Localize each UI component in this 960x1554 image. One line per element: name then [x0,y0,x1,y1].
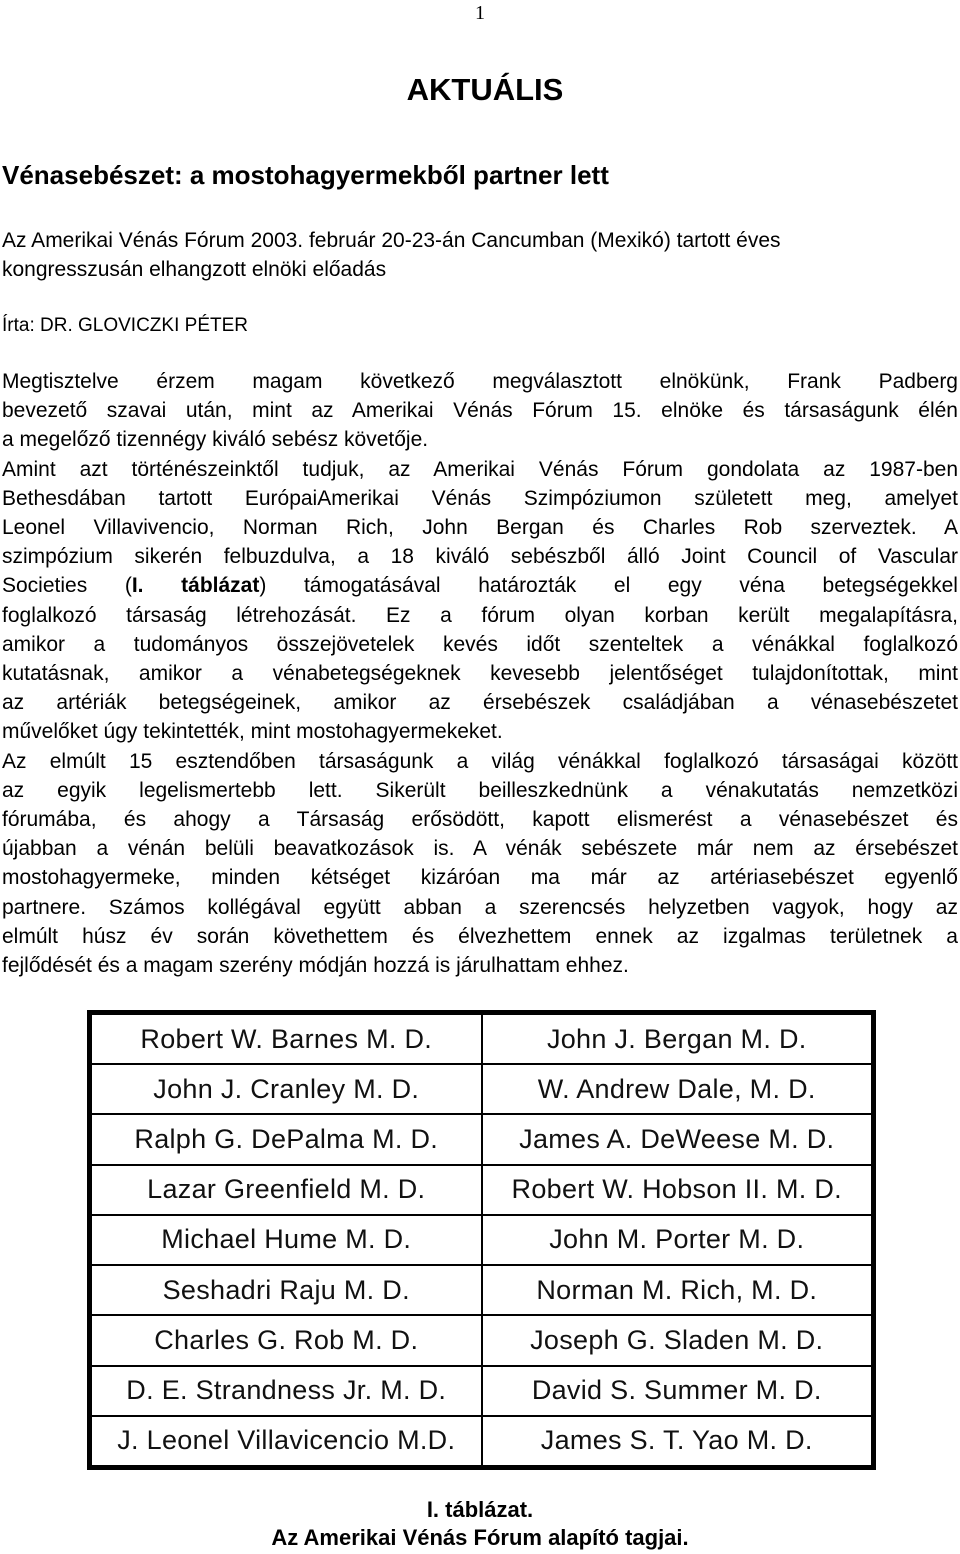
table-cell: John J. Bergan M. D. [482,1014,873,1064]
article-body [2,367,958,980]
text-line: szimpózium sikerén felbuzdulva, a 18 kiváló sebészből álló Joint Council of Vascular [2,545,958,569]
table-cell: Ralph G. DePalma M. D. [91,1114,482,1164]
table-cell: James A. DeWeese M. D. [482,1114,873,1164]
text-segment: ) támogatásával határozták el egy véna betegségekkel [259,574,958,598]
table-cell: Robert W. Barnes M. D. [91,1014,482,1064]
text-line: Leonel Villavivencio, Norman Rich, John Bergan és Charles Rob szerveztek. A [2,516,958,540]
text-line: az egyik legelismertebb lett. Sikerült beilleszkednünk a vénakutatás nemzetközi [2,778,958,802]
text-line: Amint azt történészeinktől tudjuk, az Amerikai Vénás Fórum gondolata az 1987-ben [2,457,958,481]
text-line: kutatásnak, amikor a vénabetegségeknek kevesebb jelentőséget tulajdonítottak, mint [2,662,958,686]
page-number: 1 [475,2,485,24]
table-cell: John M. Porter M. D. [482,1215,873,1265]
table-cell: J. Leonel Villavicencio M.D. [91,1416,482,1466]
text-line [2,571,958,600]
text-line: művelőket úgy tekintették, mint mostohagyermekeket. [2,720,503,744]
subtitle-line: Az Amerikai Vénás Fórum 2003. február 20-23-án Cancumban (Mexikó) tartott éves [2,229,781,252]
text-line: amikor a tudományos összejövetelek kevés időt szenteltek a vénákkal foglalkozó [2,632,958,656]
author: Írta: DR. GLOVICZKI PÉTER [2,315,248,336]
text-line: elmúlt húsz év során követhettem és élvezhettem ennek az izgalmas területnek a [2,924,958,948]
table-cell: Robert W. Hobson II. M. D. [482,1165,873,1215]
text-line: Bethesdában tartott EurópaiAmerikai Vénás Szimpóziumon született meg, amelyet [2,486,958,510]
text-line: a megelőző tizennégy kiváló sebész követője. [2,428,429,452]
text-segment: Societies ( [2,574,132,598]
article-title: Vénasebészet: a mostohagyermekből partner lett [2,160,609,190]
table-cell: Seshadri Raju M. D. [91,1265,482,1315]
table-cell: David S. Summer M. D. [482,1366,873,1416]
table-cell: Michael Hume M. D. [91,1215,482,1265]
text-line: bevezető szavai után, mint az Amerikai Vénás Fórum 15. elnöke és társaságunk élén [2,399,958,423]
founders-table [87,1010,876,1470]
table-cell: Lazar Greenfield M. D. [91,1165,482,1215]
text-line: az artériák betegségeinek, amikor az érsebészek családjában a vénasebészetet [2,691,958,715]
subtitle [2,226,952,284]
text-line: fejlődését és a magam szerény módján hozzá is járulhattam ehhez. [2,954,629,978]
table-cell: Norman M. Rich, M. D. [482,1265,873,1315]
table-cell: W. Andrew Dale, M. D. [482,1064,873,1114]
table-caption [0,1496,960,1552]
subtitle-line: kongresszusán elhangzott elnöki előadás [2,258,387,281]
text-line: foglalkozó társaság létrehozását. Ez a fórum olyan korban került megalapításra, [2,603,958,627]
text-line: újabban a vénán belüli beavatkozások is. A vénák sebészete már nem az érsebészet [2,837,958,861]
table-cell: D. E. Strandness Jr. M. D. [91,1366,482,1416]
caption-label: I. táblázat. [426,1497,534,1522]
table-cell: Charles G. Rob M. D. [91,1315,482,1365]
text-line: mostohagyermeke, minden kétséget kizáróan ma már az artériasebészet egyenlő [2,866,958,890]
table-cell: John J. Cranley M. D. [91,1064,482,1114]
table-cell: Joseph G. Sladen M. D. [482,1315,873,1365]
table-cell: James S. T. Yao M. D. [482,1416,873,1466]
paragraph-intro [2,367,958,455]
text-line: partnere. Számos kollégával együtt abban a szerencsés helyzetben vagyok, hogy az [2,895,958,919]
table-reference: I. táblázat [131,574,260,598]
paragraph-present [2,747,958,981]
paragraph-history [2,455,958,747]
text-line: Megtisztelve érzem magam következő megválasztott elnökünk, Frank Padberg [2,370,958,393]
section-title: AKTUÁLIS [406,72,564,107]
text-line: Az elmúlt 15 esztendőben társaságunk a világ vénákkal foglalkozó társaságai között [2,749,958,773]
text-line: fórumába, és ahogy a Társaság erősödött, kapott elismerést a vénasebészet és [2,808,958,832]
caption-text: Az Amerikai Vénás Fórum alapító tagjai. [271,1525,689,1550]
